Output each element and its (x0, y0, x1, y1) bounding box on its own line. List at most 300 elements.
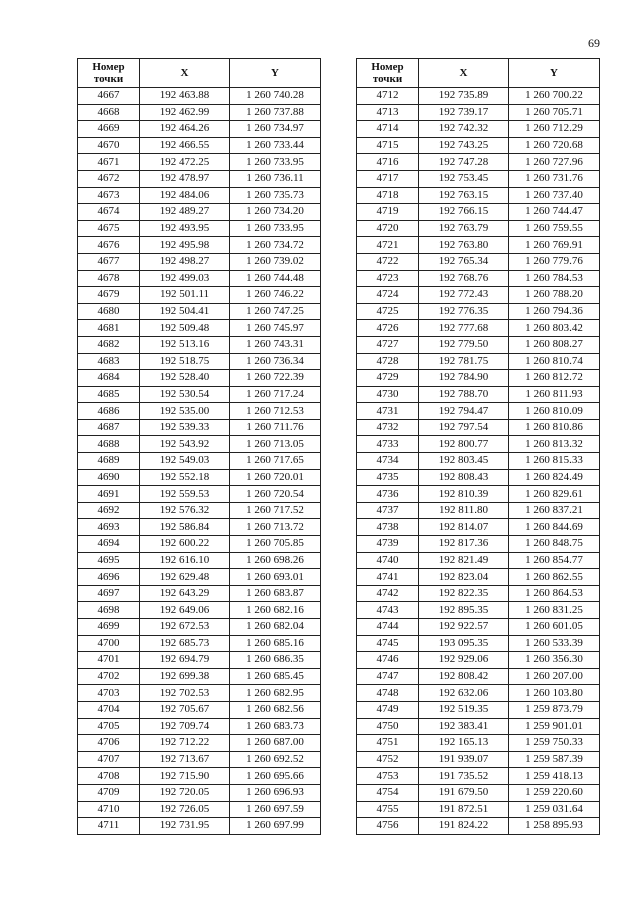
y-coordinate-cell: 1 260 810.09 (509, 403, 600, 420)
table-row (78, 187, 321, 204)
x-coordinate-cell: 192 735.89 (419, 88, 509, 105)
point-number-cell: 4700 (78, 635, 140, 652)
x-coordinate-cell: 192 649.06 (140, 602, 230, 619)
table-row (357, 436, 600, 453)
table-row (357, 585, 600, 602)
point-number-cell: 4740 (357, 552, 419, 569)
point-number-cell: 4690 (78, 469, 140, 486)
y-coordinate-cell: 1 260 713.05 (230, 436, 321, 453)
coordinates-table-left (77, 58, 321, 835)
table-row (78, 818, 321, 835)
point-number-cell: 4738 (357, 519, 419, 536)
y-coordinate-cell: 1 259 031.64 (509, 801, 600, 818)
y-coordinate-cell: 1 260 769.91 (509, 237, 600, 254)
table-row (357, 386, 600, 403)
y-coordinate-cell: 1 260 829.61 (509, 486, 600, 503)
point-number-cell: 4683 (78, 353, 140, 370)
table-row (78, 585, 321, 602)
x-coordinate-cell: 192 753.45 (419, 170, 509, 187)
x-coordinate-cell: 192 513.16 (140, 336, 230, 353)
y-coordinate-cell: 1 260 727.96 (509, 154, 600, 171)
x-coordinate-cell: 192 763.80 (419, 237, 509, 254)
y-coordinate-cell: 1 260 533.39 (509, 635, 600, 652)
y-coordinate-cell: 1 260 811.93 (509, 386, 600, 403)
y-coordinate-cell: 1 260 788.20 (509, 287, 600, 304)
point-number-cell: 4692 (78, 502, 140, 519)
point-number-header-line1: Номер (371, 61, 404, 73)
point-number-cell: 4708 (78, 768, 140, 785)
x-coordinate-cell: 192 478.97 (140, 170, 230, 187)
table-row (357, 602, 600, 619)
point-number-cell: 4667 (78, 88, 140, 105)
point-number-cell: 4730 (357, 386, 419, 403)
table-row (78, 718, 321, 735)
x-coordinate-cell: 192 501.11 (140, 287, 230, 304)
y-coordinate-cell: 1 260 734.72 (230, 237, 321, 254)
table-row (78, 685, 321, 702)
point-number-cell: 4713 (357, 104, 419, 121)
coordinates-table-left-body (78, 88, 321, 835)
point-number-cell: 4697 (78, 585, 140, 602)
x-coordinate-cell: 192 699.38 (140, 668, 230, 685)
point-number-header-line2: точки (372, 73, 403, 85)
point-number-cell: 4687 (78, 419, 140, 436)
y-coordinate-cell: 1 260 207.00 (509, 668, 600, 685)
point-number-header-line1: Номер (92, 61, 125, 73)
table-row (78, 320, 321, 337)
y-coordinate-cell: 1 260 844.69 (509, 519, 600, 536)
y-coordinate-cell: 1 260 737.40 (509, 187, 600, 204)
table-row (78, 635, 321, 652)
x-coordinate-cell: 192 808.42 (419, 668, 509, 685)
table-row (357, 336, 600, 353)
y-coordinate-cell: 1 260 837.21 (509, 502, 600, 519)
x-coordinate-cell: 192 747.28 (419, 154, 509, 171)
x-coordinate-cell: 192 489.27 (140, 204, 230, 221)
point-number-cell: 4675 (78, 220, 140, 237)
table-row (357, 204, 600, 221)
y-coordinate-cell: 1 260 705.71 (509, 104, 600, 121)
point-number-cell: 4681 (78, 320, 140, 337)
y-coordinate-cell: 1 260 720.54 (230, 486, 321, 503)
table-row (78, 353, 321, 370)
table-row (78, 453, 321, 470)
point-number-cell: 4696 (78, 569, 140, 586)
table-row (357, 353, 600, 370)
y-coordinate-cell: 1 260 784.53 (509, 270, 600, 287)
y-coordinate-cell: 1 260 737.88 (230, 104, 321, 121)
point-number-cell: 4674 (78, 204, 140, 221)
x-coordinate-cell: 192 543.92 (140, 436, 230, 453)
table-row (78, 735, 321, 752)
x-coordinate-cell: 192 788.70 (419, 386, 509, 403)
y-coordinate-cell: 1 260 734.97 (230, 121, 321, 138)
y-coordinate-cell: 1 260 733.44 (230, 137, 321, 154)
y-coordinate-cell: 1 260 713.72 (230, 519, 321, 536)
y-coordinate-cell: 1 260 711.76 (230, 419, 321, 436)
x-coordinate-cell: 192 781.75 (419, 353, 509, 370)
y-coordinate-cell: 1 259 873.79 (509, 701, 600, 718)
x-coordinate-cell: 192 800.77 (419, 436, 509, 453)
point-number-cell: 4748 (357, 685, 419, 702)
table-row (357, 486, 600, 503)
x-coordinate-cell: 192 539.33 (140, 419, 230, 436)
point-number-cell: 4679 (78, 287, 140, 304)
table-row (357, 154, 600, 171)
point-number-cell: 4744 (357, 619, 419, 636)
point-number-cell: 4741 (357, 569, 419, 586)
y-coordinate-cell: 1 260 693.01 (230, 569, 321, 586)
y-coordinate-cell: 1 259 587.39 (509, 751, 600, 768)
y-coordinate-cell: 1 260 697.99 (230, 818, 321, 835)
x-coordinate-cell: 192 702.53 (140, 685, 230, 702)
x-coordinate-cell: 192 629.48 (140, 569, 230, 586)
x-coordinate-cell: 192 731.95 (140, 818, 230, 835)
y-coordinate-cell: 1 260 717.52 (230, 502, 321, 519)
point-number-cell: 4754 (357, 784, 419, 801)
point-number-cell: 4682 (78, 336, 140, 353)
x-coordinate-cell: 192 528.40 (140, 370, 230, 387)
y-coordinate-cell: 1 260 712.53 (230, 403, 321, 420)
point-number-header (357, 59, 419, 88)
y-coordinate-cell: 1 260 794.36 (509, 303, 600, 320)
table-row (357, 453, 600, 470)
y-coordinate-cell: 1 260 696.93 (230, 784, 321, 801)
y-coordinate-cell: 1 260 746.22 (230, 287, 321, 304)
x-coordinate-cell: 192 552.18 (140, 469, 230, 486)
point-number-cell: 4722 (357, 253, 419, 270)
table-row (357, 718, 600, 735)
table-row (357, 320, 600, 337)
point-number-cell: 4718 (357, 187, 419, 204)
x-coordinate-cell: 192 165.13 (419, 735, 509, 752)
x-coordinate-cell: 192 776.35 (419, 303, 509, 320)
point-number-cell: 4676 (78, 237, 140, 254)
x-coordinate-cell: 192 499.03 (140, 270, 230, 287)
table-row (78, 336, 321, 353)
x-coordinate-cell: 192 763.15 (419, 187, 509, 204)
table-row (78, 237, 321, 254)
point-number-cell: 4732 (357, 419, 419, 436)
table-row (357, 735, 600, 752)
x-coordinate-cell: 192 484.06 (140, 187, 230, 204)
point-number-cell: 4673 (78, 187, 140, 204)
table-row (78, 204, 321, 221)
table-row (357, 237, 600, 254)
table-row (78, 370, 321, 387)
table-row (78, 253, 321, 270)
table-header-row (357, 59, 600, 88)
y-coordinate-cell: 1 260 682.95 (230, 685, 321, 702)
table-row (78, 436, 321, 453)
point-number-cell: 4669 (78, 121, 140, 138)
y-coordinate-cell: 1 260 815.33 (509, 453, 600, 470)
table-row (78, 287, 321, 304)
y-coordinate-cell: 1 260 747.25 (230, 303, 321, 320)
point-number-cell: 4719 (357, 204, 419, 221)
table-row (78, 784, 321, 801)
table-row (78, 801, 321, 818)
point-number-cell: 4705 (78, 718, 140, 735)
y-coordinate-cell: 1 260 854.77 (509, 552, 600, 569)
table-header-row (78, 59, 321, 88)
x-coordinate-cell: 192 766.15 (419, 204, 509, 221)
y-coordinate-cell: 1 260 682.56 (230, 701, 321, 718)
x-coordinate-cell: 192 463.88 (140, 88, 230, 105)
table-row (357, 220, 600, 237)
table-row (357, 519, 600, 536)
y-coordinate-cell: 1 260 810.86 (509, 419, 600, 436)
point-number-cell: 4747 (357, 668, 419, 685)
point-number-cell: 4752 (357, 751, 419, 768)
point-number-cell: 4746 (357, 652, 419, 669)
y-coordinate-cell: 1 260 745.97 (230, 320, 321, 337)
point-number-cell: 4680 (78, 303, 140, 320)
point-number-cell: 4691 (78, 486, 140, 503)
y-coordinate-cell: 1 260 712.29 (509, 121, 600, 138)
x-coordinate-cell: 192 643.29 (140, 585, 230, 602)
point-number-cell: 4735 (357, 469, 419, 486)
point-number-cell: 4736 (357, 486, 419, 503)
y-coordinate-cell: 1 260 601.05 (509, 619, 600, 636)
point-number-cell: 4684 (78, 370, 140, 387)
x-coordinate-cell: 192 383.41 (419, 718, 509, 735)
y-coordinate-cell: 1 259 901.01 (509, 718, 600, 735)
table-row (357, 701, 600, 718)
x-coordinate-cell: 192 803.45 (419, 453, 509, 470)
point-number-cell: 4729 (357, 370, 419, 387)
y-coordinate-cell: 1 260 813.32 (509, 436, 600, 453)
point-number-cell: 4685 (78, 386, 140, 403)
x-coordinate-cell: 192 559.53 (140, 486, 230, 503)
x-coordinate-cell: 192 742.32 (419, 121, 509, 138)
point-number-cell: 4731 (357, 403, 419, 420)
y-coordinate-cell: 1 258 895.93 (509, 818, 600, 835)
y-coordinate-cell: 1 260 824.49 (509, 469, 600, 486)
y-coordinate-cell: 1 260 759.55 (509, 220, 600, 237)
x-coordinate-cell: 192 466.55 (140, 137, 230, 154)
point-number-cell: 4726 (357, 320, 419, 337)
y-coordinate-cell: 1 260 692.52 (230, 751, 321, 768)
x-coordinate-cell: 192 922.57 (419, 619, 509, 636)
x-coordinate-cell: 191 872.51 (419, 801, 509, 818)
y-coordinate-cell: 1 260 862.55 (509, 569, 600, 586)
point-number-cell: 4707 (78, 751, 140, 768)
y-header: Y (230, 59, 321, 88)
x-coordinate-cell: 192 743.25 (419, 137, 509, 154)
y-coordinate-cell: 1 260 700.22 (509, 88, 600, 105)
table-row (357, 685, 600, 702)
table-row (78, 270, 321, 287)
x-coordinate-cell: 192 768.76 (419, 270, 509, 287)
y-coordinate-cell: 1 260 685.45 (230, 668, 321, 685)
point-number-cell: 4712 (357, 88, 419, 105)
y-coordinate-cell: 1 260 698.26 (230, 552, 321, 569)
table-row (78, 751, 321, 768)
point-number-cell: 4698 (78, 602, 140, 619)
y-coordinate-cell: 1 260 733.95 (230, 220, 321, 237)
table-row (357, 502, 600, 519)
x-coordinate-cell: 192 530.54 (140, 386, 230, 403)
x-coordinate-cell: 192 712.22 (140, 735, 230, 752)
point-number-cell: 4688 (78, 436, 140, 453)
table-row (357, 270, 600, 287)
x-coordinate-cell: 192 817.36 (419, 536, 509, 553)
point-number-cell: 4701 (78, 652, 140, 669)
page-number: 69 (588, 36, 600, 50)
table-row (78, 701, 321, 718)
x-coordinate-cell: 192 784.90 (419, 370, 509, 387)
y-coordinate-cell: 1 260 686.35 (230, 652, 321, 669)
table-row (78, 88, 321, 105)
x-coordinate-cell: 191 824.22 (419, 818, 509, 835)
y-coordinate-cell: 1 260 722.39 (230, 370, 321, 387)
table-row (78, 154, 321, 171)
x-coordinate-cell: 192 672.53 (140, 619, 230, 636)
table-row (357, 469, 600, 486)
point-number-cell: 4710 (78, 801, 140, 818)
table-row (78, 403, 321, 420)
table-row (357, 419, 600, 436)
y-coordinate-cell: 1 260 733.95 (230, 154, 321, 171)
point-number-cell: 4739 (357, 536, 419, 553)
x-coordinate-cell: 192 715.90 (140, 768, 230, 785)
y-coordinate-cell: 1 260 779.76 (509, 253, 600, 270)
table-row (78, 652, 321, 669)
point-number-cell: 4756 (357, 818, 419, 835)
point-number-header (78, 59, 140, 88)
y-coordinate-cell: 1 260 683.73 (230, 718, 321, 735)
x-coordinate-cell: 192 586.84 (140, 519, 230, 536)
y-coordinate-cell: 1 260 743.31 (230, 336, 321, 353)
table-row (357, 784, 600, 801)
x-coordinate-cell: 192 549.03 (140, 453, 230, 470)
table-row (78, 768, 321, 785)
table-row (78, 386, 321, 403)
x-coordinate-cell: 192 535.00 (140, 403, 230, 420)
x-coordinate-cell: 192 929.06 (419, 652, 509, 669)
x-coordinate-cell: 192 895.35 (419, 602, 509, 619)
x-coordinate-cell: 192 504.41 (140, 303, 230, 320)
x-coordinate-cell: 192 763.79 (419, 220, 509, 237)
x-coordinate-cell: 192 739.17 (419, 104, 509, 121)
table-row (357, 818, 600, 835)
point-number-cell: 4699 (78, 619, 140, 636)
table-row (357, 187, 600, 204)
table-row (357, 652, 600, 669)
y-header: Y (509, 59, 600, 88)
y-coordinate-cell: 1 260 682.16 (230, 602, 321, 619)
table-row (78, 419, 321, 436)
x-coordinate-cell: 191 939.07 (419, 751, 509, 768)
point-number-cell: 4686 (78, 403, 140, 420)
point-number-cell: 4709 (78, 784, 140, 801)
x-coordinate-cell: 192 821.49 (419, 552, 509, 569)
table-row (357, 403, 600, 420)
table-row (357, 287, 600, 304)
x-coordinate-cell: 192 495.98 (140, 237, 230, 254)
table-row (357, 635, 600, 652)
point-number-cell: 4724 (357, 287, 419, 304)
y-coordinate-cell: 1 260 736.11 (230, 170, 321, 187)
x-coordinate-cell: 192 779.50 (419, 336, 509, 353)
x-coordinate-cell: 192 616.10 (140, 552, 230, 569)
x-coordinate-cell: 192 709.74 (140, 718, 230, 735)
x-coordinate-cell: 192 518.75 (140, 353, 230, 370)
x-coordinate-cell: 192 705.67 (140, 701, 230, 718)
y-coordinate-cell: 1 260 697.59 (230, 801, 321, 818)
table-row (78, 619, 321, 636)
point-number-cell: 4706 (78, 735, 140, 752)
x-coordinate-cell: 193 095.35 (419, 635, 509, 652)
x-coordinate-cell: 192 462.99 (140, 104, 230, 121)
table-row (78, 519, 321, 536)
y-coordinate-cell: 1 260 803.42 (509, 320, 600, 337)
x-coordinate-cell: 192 685.73 (140, 635, 230, 652)
x-coordinate-cell: 192 576.32 (140, 502, 230, 519)
y-coordinate-cell: 1 260 734.20 (230, 204, 321, 221)
point-number-cell: 4725 (357, 303, 419, 320)
y-coordinate-cell: 1 260 831.25 (509, 602, 600, 619)
point-number-cell: 4753 (357, 768, 419, 785)
y-coordinate-cell: 1 260 720.01 (230, 469, 321, 486)
table-row (78, 536, 321, 553)
point-number-cell: 4715 (357, 137, 419, 154)
table-row (78, 668, 321, 685)
table-row (357, 536, 600, 553)
table-row (357, 768, 600, 785)
table-row (78, 170, 321, 187)
point-number-cell: 4742 (357, 585, 419, 602)
table-row (357, 569, 600, 586)
point-number-cell: 4711 (78, 818, 140, 835)
x-coordinate-cell: 192 472.25 (140, 154, 230, 171)
table-row (357, 370, 600, 387)
point-number-cell: 4672 (78, 170, 140, 187)
x-coordinate-cell: 192 814.07 (419, 519, 509, 536)
table-row (357, 170, 600, 187)
point-number-cell: 4670 (78, 137, 140, 154)
table-row (78, 137, 321, 154)
point-number-cell: 4733 (357, 436, 419, 453)
table-row (357, 668, 600, 685)
x-coordinate-cell: 191 679.50 (419, 784, 509, 801)
x-coordinate-cell: 192 464.26 (140, 121, 230, 138)
y-coordinate-cell: 1 260 744.48 (230, 270, 321, 287)
coordinates-table-right (356, 58, 600, 835)
point-number-cell: 4723 (357, 270, 419, 287)
table-row (78, 569, 321, 586)
table-row (357, 801, 600, 818)
x-coordinate-cell: 192 519.35 (419, 701, 509, 718)
table-row (78, 602, 321, 619)
y-coordinate-cell: 1 260 720.68 (509, 137, 600, 154)
table-row (357, 303, 600, 320)
point-number-cell: 4678 (78, 270, 140, 287)
y-coordinate-cell: 1 260 735.73 (230, 187, 321, 204)
y-coordinate-cell: 1 260 740.28 (230, 88, 321, 105)
x-coordinate-cell: 192 726.05 (140, 801, 230, 818)
point-number-header-line2: точки (93, 73, 124, 85)
table-row (78, 502, 321, 519)
table-row (357, 104, 600, 121)
table-row (357, 552, 600, 569)
table-row (357, 751, 600, 768)
point-number-cell: 4755 (357, 801, 419, 818)
point-number-cell: 4704 (78, 701, 140, 718)
table-row (78, 104, 321, 121)
x-coordinate-cell: 192 810.39 (419, 486, 509, 503)
